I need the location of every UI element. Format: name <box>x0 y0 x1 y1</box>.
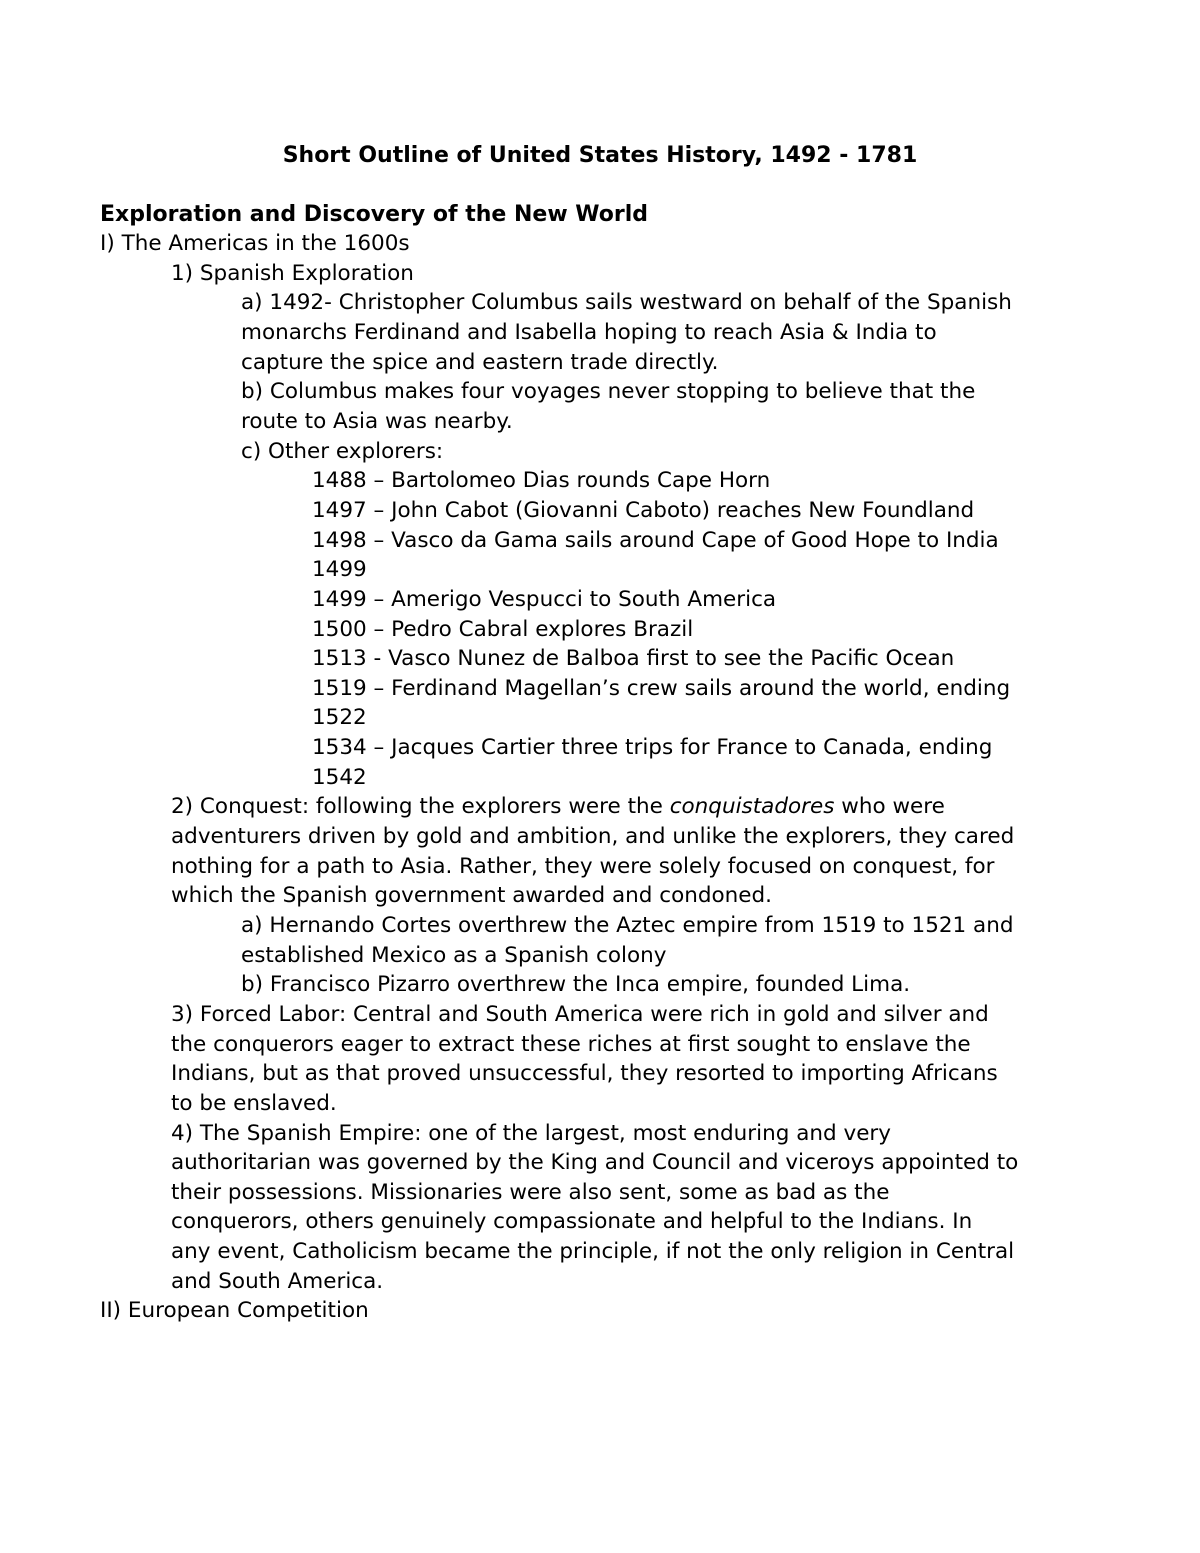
explorer-entry: 1542 <box>312 765 367 790</box>
item-2-italic-term: conquistadores <box>669 794 835 819</box>
item-2-text: 2) Conquest: following the explorers were the <box>171 794 670 819</box>
outline-item-1b-line: route to Asia was nearby. <box>241 409 513 434</box>
outline-heading-ii: II) European Competition <box>100 1298 369 1323</box>
outline-item-1: 1) Spanish Exploration <box>171 261 414 286</box>
explorer-entry: 1513 - Vasco Nunez de Balboa first to see the Pacific Ocean <box>312 646 955 671</box>
explorer-entry: 1497 – John Cabot (Giovanni Caboto) reaches New Foundland <box>312 498 975 523</box>
outline-item-2-line <box>171 792 945 822</box>
outline-item-2a-line: established Mexico as a Spanish colony <box>241 943 667 968</box>
explorer-entry: 1534 – Jacques Cartier three trips for France to Canada, ending <box>312 735 993 760</box>
outline-item-4-line: authoritarian was governed by the King and Council and viceroys appointed to <box>171 1150 1019 1175</box>
explorer-entry: 1488 – Bartolomeo Dias rounds Cape Horn <box>312 468 771 493</box>
outline-heading-i: I) The Americas in the 1600s <box>100 231 410 256</box>
explorer-entry: 1499 <box>312 557 367 582</box>
explorer-entry: 1498 – Vasco da Gama sails around Cape of Good Hope to India <box>312 528 999 553</box>
outline-item-1a-line: monarchs Ferdinand and Isabella hoping to reach Asia & India to <box>241 320 937 345</box>
explorer-entry: 1499 – Amerigo Vespucci to South America <box>312 587 777 612</box>
outline-item-2-line: which the Spanish government awarded and condoned. <box>171 883 772 908</box>
outline-item-2b: b) Francisco Pizarro overthrew the Inca empire, founded Lima. <box>241 972 911 997</box>
outline-item-2-line: nothing for a path to Asia. Rather, they were solely focused on conquest, for <box>171 854 995 879</box>
outline-item-4-line: 4) The Spanish Empire: one of the largest, most enduring and very <box>171 1121 891 1146</box>
explorer-entry: 1522 <box>312 705 367 730</box>
outline-item-1c: c) Other explorers: <box>241 439 444 464</box>
section-heading: Exploration and Discovery of the New World <box>100 202 649 227</box>
outline-item-4-line: any event, Catholicism became the principle, if not the only religion in Central <box>171 1239 1015 1264</box>
explorer-entry: 1519 – Ferdinand Magellan’s crew sails around the world, ending <box>312 676 1011 701</box>
item-2-text: who were <box>834 794 945 819</box>
outline-item-2-line: adventurers driven by gold and ambition, and unlike the explorers, they cared <box>171 824 1015 849</box>
outline-item-4-line: and South America. <box>171 1269 384 1294</box>
outline-item-4-line: their possessions. Missionaries were also sent, some as bad as the <box>171 1180 890 1205</box>
outline-item-1a-line: capture the spice and eastern trade directly. <box>241 350 719 375</box>
outline-item-3-line: the conquerors eager to extract these riches at first sought to enslave the <box>171 1032 971 1057</box>
outline-item-3-line: 3) Forced Labor: Central and South America were rich in gold and silver and <box>171 1002 989 1027</box>
outline-item-2a-line: a) Hernando Cortes overthrew the Aztec empire from 1519 to 1521 and <box>241 913 1014 938</box>
outline-item-3-line: to be enslaved. <box>171 1091 337 1116</box>
outline-item-4-line: conquerors, others genuinely compassionate and helpful to the Indians. In <box>171 1209 973 1234</box>
outline-item-1b-line: b) Columbus makes four voyages never stopping to believe that the <box>241 379 976 404</box>
document-title: Short Outline of United States History, 1492 - 1781 <box>282 143 918 168</box>
outline-item-1a-line: a) 1492- Christopher Columbus sails westward on behalf of the Spanish <box>241 290 1012 315</box>
explorer-entry: 1500 – Pedro Cabral explores Brazil <box>312 617 694 642</box>
outline-item-3-line: Indians, but as that proved unsuccessful, they resorted to importing Africans <box>171 1061 998 1086</box>
